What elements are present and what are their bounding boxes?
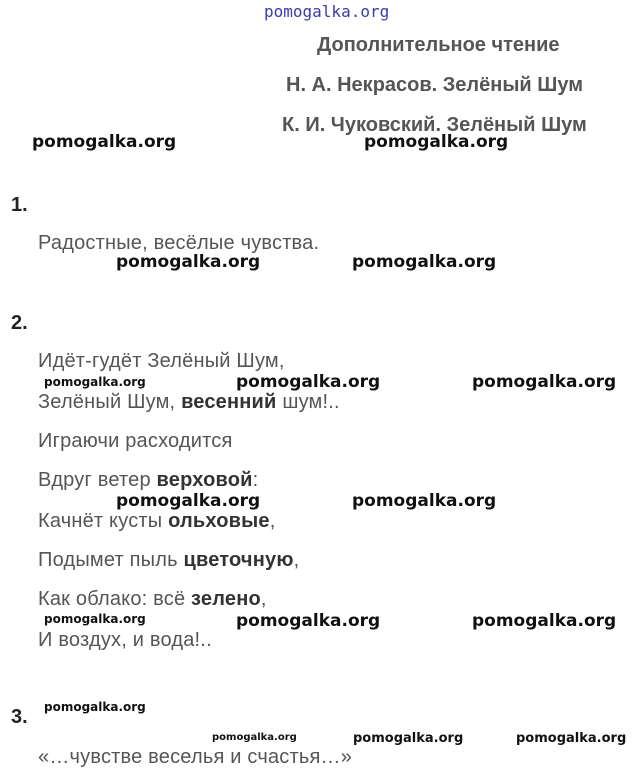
question-number-3: 3. (11, 706, 28, 728)
watermark: pomogalka.org (353, 731, 464, 746)
section-title: Дополнительное чтение (317, 34, 560, 56)
watermark: pomogalka.org (516, 731, 627, 746)
watermark: pomogalka.org (236, 611, 381, 631)
watermark: pomogalka.org (116, 491, 261, 511)
poem-line: Играючи расходится (38, 430, 233, 452)
work-title-chukovsky: К. И. Чуковский. Зелёный Шум (282, 114, 587, 136)
watermark: pomogalka.org (212, 732, 297, 743)
watermark: pomogalka.org (364, 132, 509, 152)
watermark: pomogalka.org (236, 372, 381, 392)
question-number-2: 2. (11, 312, 28, 334)
poem-line: Зелёный Шум, весенний шум!.. (38, 391, 340, 413)
poem-line: И воздух, и вода!.. (38, 629, 212, 651)
watermark: pomogalka.org (472, 372, 617, 392)
poem-line: Подымет пыль цветочную, (38, 549, 300, 571)
watermark: pomogalka.org (44, 700, 146, 714)
poem-line: Вдруг ветер верховой: (38, 469, 259, 491)
answer-3: «…чувстве веселья и счастья…» (38, 746, 353, 768)
poem-line: Идёт-гудёт Зелёный Шум, (38, 350, 285, 372)
watermark: pomogalka.org (116, 252, 261, 272)
poem-line: Качнёт кусты ольховые, (38, 510, 276, 532)
watermark: pomogalka.org (472, 611, 617, 631)
watermark: pomogalka.org (352, 252, 497, 272)
poem-line: Как облако: всё зелено, (38, 588, 267, 610)
watermark: pomogalka.org (352, 491, 497, 511)
site-watermark-top: pomogalka.org (264, 2, 390, 21)
watermark: pomogalka.org (44, 612, 146, 626)
watermark: pomogalka.org (44, 375, 146, 389)
watermark: pomogalka.org (32, 132, 177, 152)
work-title-nekrasov: Н. А. Некрасов. Зелёный Шум (286, 74, 584, 96)
answer-1: Радостные, весёлые чувства. (38, 232, 320, 254)
question-number-1: 1. (11, 194, 28, 216)
